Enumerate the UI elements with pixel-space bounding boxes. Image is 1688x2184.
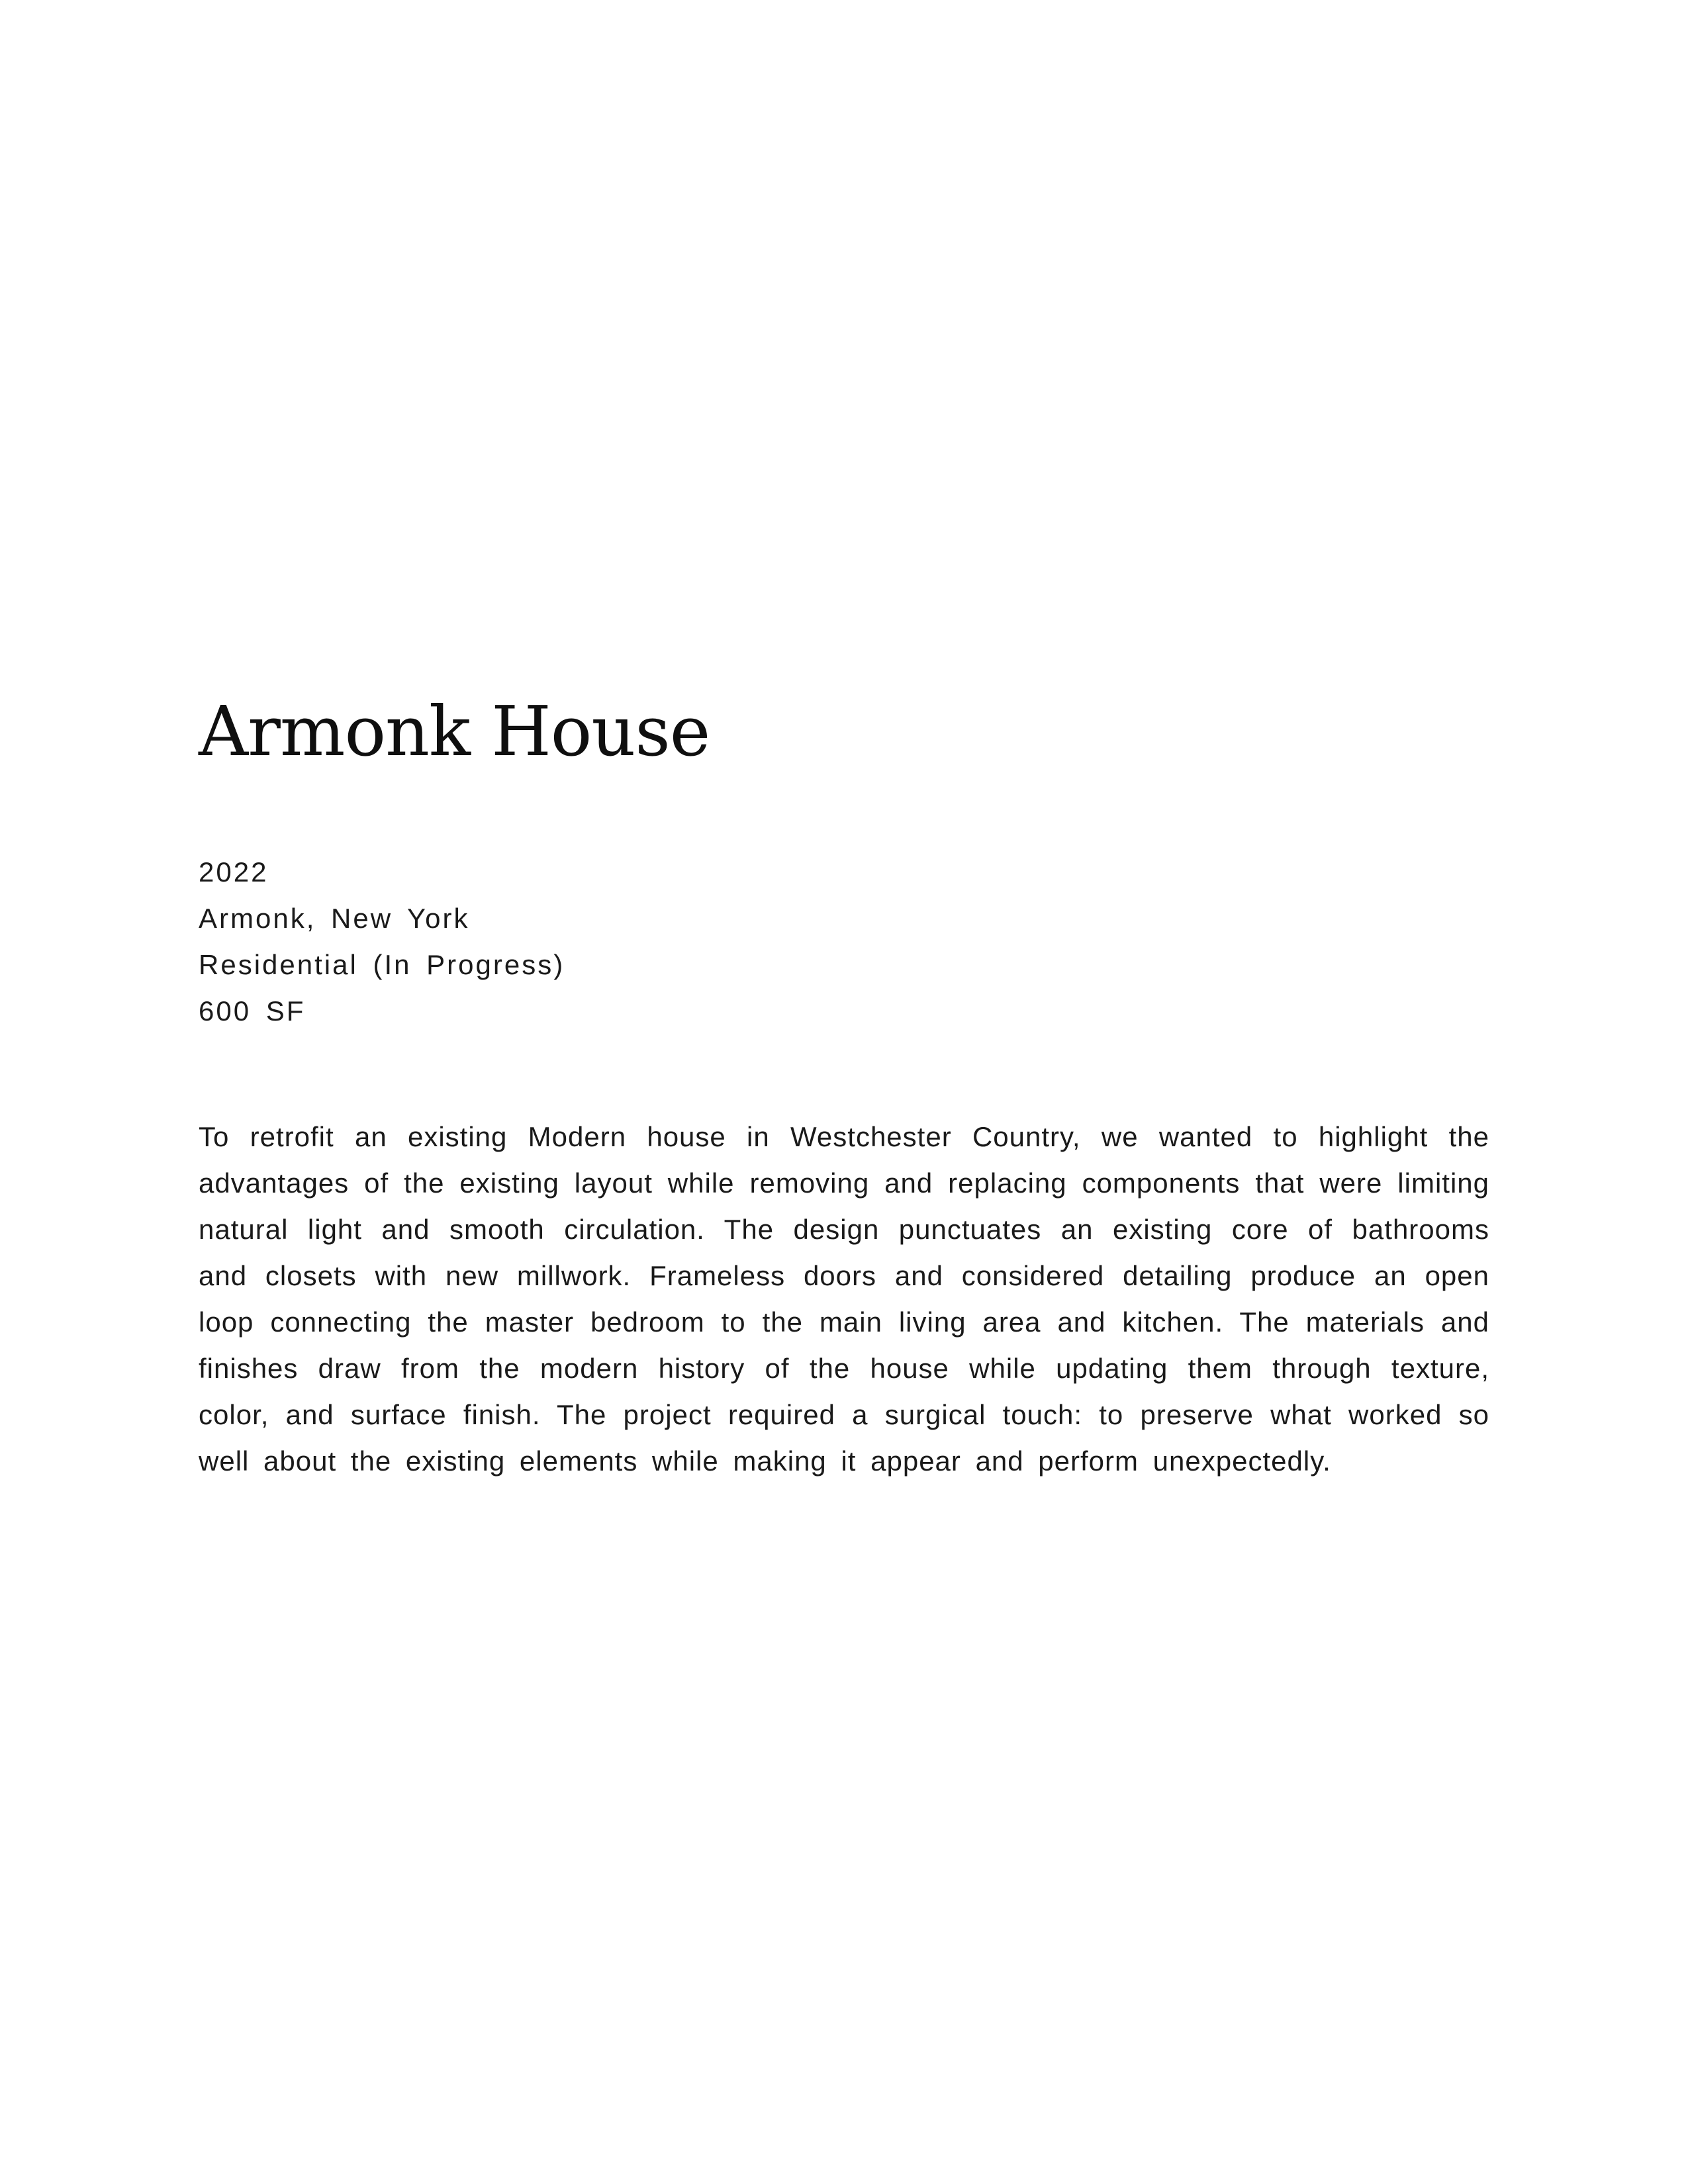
- project-title: Armonk House: [199, 691, 710, 772]
- project-details: [199, 849, 565, 1034]
- project-description: To retrofit an existing Modern house in Westchester Country, we wanted to highlight the advantages of the existing layout while removing and replacing components that were limiting natural light and smooth circulation. The design punctuates an existing core of bathrooms and closets with new millwork. Frameless doors and considered detailing produce an open loop connecting the master bedroom to the main living area and kitchen. The materials and finishes draw from the modern history of the house while updating them through texture, color, and surface finish. The project required a surgical touch: to preserve what worked so well about the existing elements while making it appear and perform unexpectedly.: [199, 1121, 1489, 1477]
- project-area: 600 SF: [199, 995, 306, 1026]
- project-type: Residential (In Progress): [199, 949, 565, 980]
- project-year: 2022: [199, 856, 269, 887]
- project-location: Armonk, New York: [199, 903, 470, 934]
